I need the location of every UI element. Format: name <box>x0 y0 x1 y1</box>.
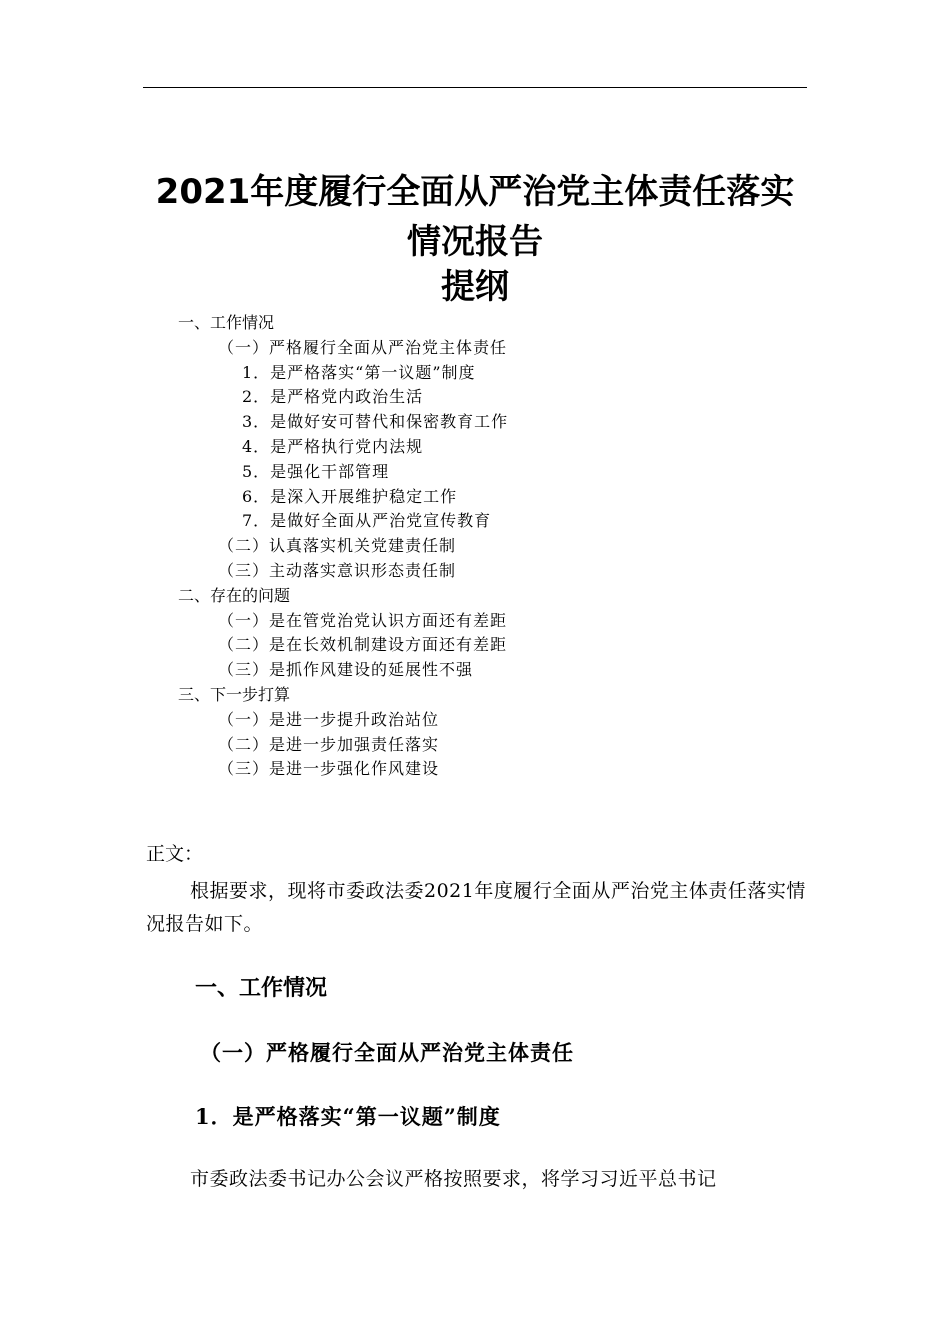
outline-item: （三）是进一步强化作风建设 <box>218 759 440 779</box>
document-title-line-2: 情况报告 <box>407 222 543 262</box>
outline-item: 1．是严格落实“第一议题”制度 <box>242 362 476 382</box>
outline-item: （一）是进一步提升政治站位 <box>218 709 440 729</box>
section-heading-1: 一、工作情况 <box>195 976 328 1001</box>
outline-item: 7．是做好全面从严治党宣传教育 <box>242 511 492 531</box>
header-rule <box>143 87 807 88</box>
body-paragraph: 市委政法委书记办公会议严格按照要求，将学习习近平总书记 <box>190 1168 717 1190</box>
document-title-line-1: 2021年度履行全面从严治党主体责任落实 <box>155 172 795 212</box>
outline-item: （三）是抓作风建设的延展性不强 <box>218 660 474 680</box>
document-subtitle: 提纲 <box>441 267 509 307</box>
body-label: 正文： <box>146 843 204 865</box>
intro-paragraph: 根据要求，现将市委政法委2021年度履行全面从严治党主体责任落实情况报告如下。 <box>146 880 806 935</box>
section-heading-3: 1．是严格落实“第一议题”制度 <box>195 1104 501 1129</box>
section-heading-2: （一）严格履行全面从严治党主体责任 <box>200 1040 574 1065</box>
outline-item: 4．是严格执行党内法规 <box>242 436 424 456</box>
outline-item: （二）是在长效机制建设方面还有差距 <box>218 635 508 655</box>
outline <box>0 311 950 782</box>
outline-item: 2．是严格党内政治生活 <box>242 387 424 407</box>
outline-item: 一、工作情况 <box>178 313 275 332</box>
outline-item: （二）是进一步加强责任落实 <box>218 734 440 754</box>
outline-item: （一）是在管党治党认识方面还有差距 <box>218 610 508 630</box>
outline-item: 二、存在的问题 <box>178 585 291 605</box>
outline-item: 5．是强化干部管理 <box>242 461 390 481</box>
outline-item: 三、下一步打算 <box>178 684 291 704</box>
outline-item: （一）严格履行全面从严治党主体责任 <box>218 337 508 357</box>
outline-item: 3．是做好安可替代和保密教育工作 <box>242 412 509 432</box>
outline-item: 6．是深入开展维护稳定工作 <box>242 486 458 506</box>
outline-item: （二）认真落实机关党建责任制 <box>218 536 457 556</box>
outline-item: （三）主动落实意识形态责任制 <box>218 560 457 580</box>
